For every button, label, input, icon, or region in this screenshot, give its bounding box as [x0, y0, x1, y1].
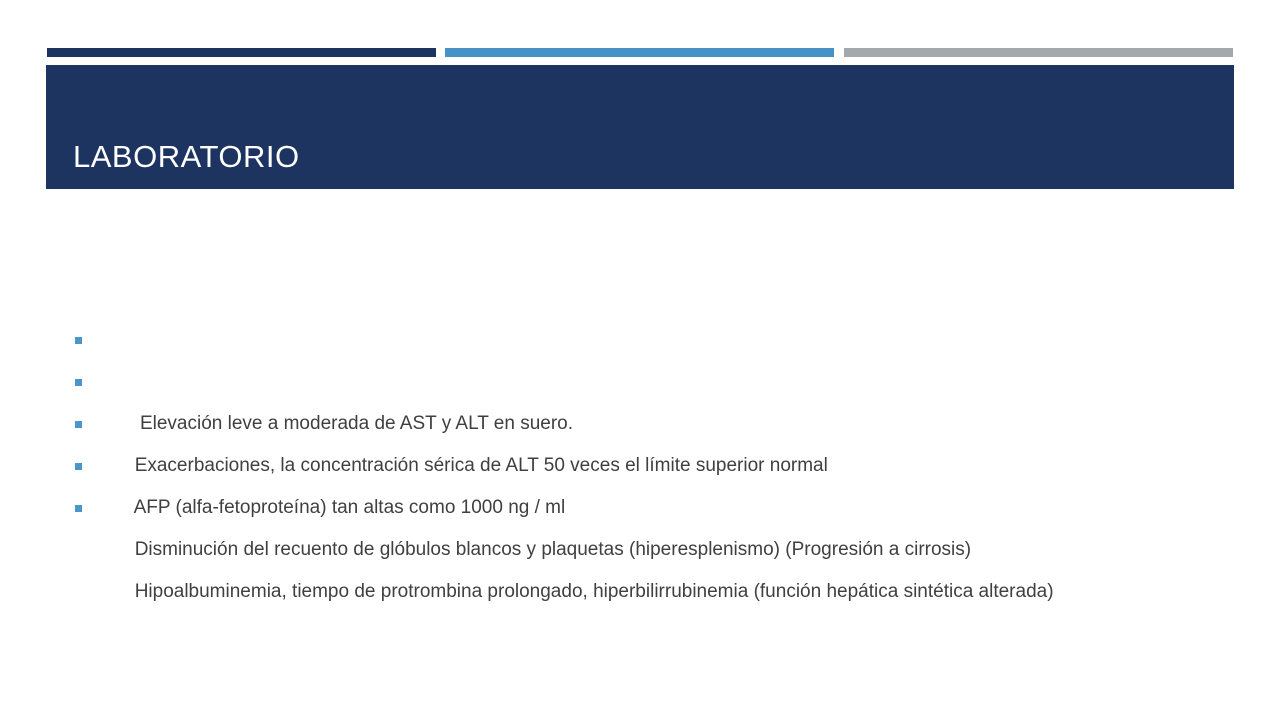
bullet-item [74, 319, 1224, 434]
accent-bar-gray [844, 48, 1233, 57]
square-bullet-icon [75, 505, 82, 512]
bullet-text: AFP (alfa-fetoproteína) tan altas como 1000 ng / ml [133, 497, 566, 518]
title-band [46, 65, 1234, 189]
accent-bar-light-blue [445, 48, 834, 57]
bullet-text: Elevación leve a moderada de AST y ALT en suero. [134, 413, 574, 434]
square-bullet-icon [75, 421, 82, 428]
bullet-list [74, 319, 1224, 602]
slide-title: LABORATORIO [73, 139, 300, 174]
square-bullet-icon [75, 463, 82, 470]
bullet-text: Hipoalbuminemia, tiempo de protrombina prolongado, hiperbilirrubinemia (función hepática sintética alterada) [134, 581, 1054, 602]
square-bullet-icon [75, 337, 82, 344]
bullet-text: Exacerbaciones, la concentración sérica de ALT 50 veces el límite superior normal [134, 455, 828, 476]
accent-bar-navy [47, 48, 436, 57]
bullet-text: Disminución del recuento de glóbulos blancos y plaquetas (hiperesplenismo) (Progresión a cirrosis) [134, 539, 972, 560]
square-bullet-icon [75, 379, 82, 386]
